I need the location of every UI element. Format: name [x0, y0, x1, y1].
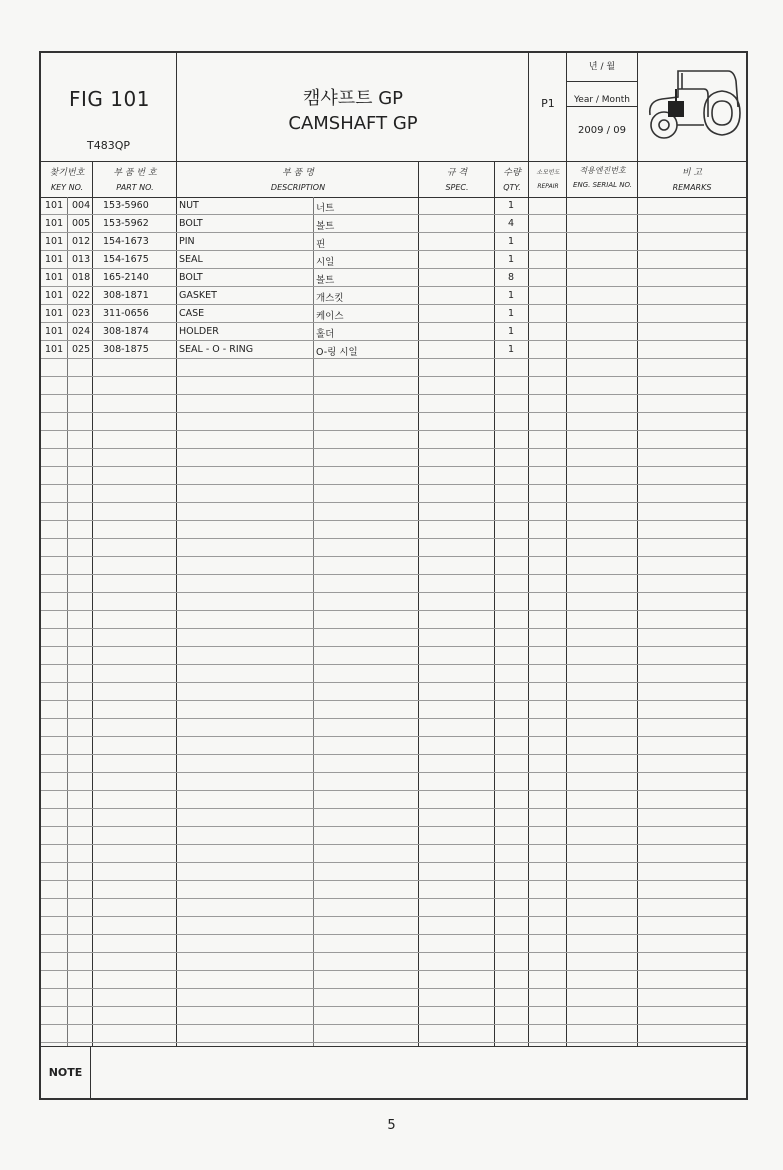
- table-row: [41, 395, 746, 413]
- table-row: [41, 377, 746, 395]
- table-row: [41, 359, 746, 377]
- key-number-item: 022: [72, 290, 91, 301]
- table-row: [41, 719, 746, 737]
- table-row: [41, 881, 746, 899]
- table-row: [41, 755, 746, 773]
- tractor-icon: [642, 67, 742, 147]
- table-row: [41, 305, 746, 323]
- description-english: SEAL - O - RING: [179, 344, 254, 355]
- quantity: 1: [508, 326, 515, 337]
- key-number-group: 101: [45, 344, 64, 355]
- table-row: [41, 197, 746, 215]
- col-spec: 규 격 SPEC.: [445, 168, 469, 192]
- table-row: [41, 827, 746, 845]
- table-row: [41, 737, 746, 755]
- key-number-item: 023: [72, 308, 91, 319]
- quantity: 8: [508, 272, 515, 283]
- table-row: [41, 557, 746, 575]
- description-english: GASKET: [179, 290, 217, 301]
- table-row: [41, 1025, 746, 1043]
- quantity: 1: [508, 200, 515, 211]
- image-cell: [638, 53, 746, 161]
- description-korean: 핀: [316, 239, 326, 250]
- table-row: [41, 251, 746, 269]
- description-english: BOLT: [179, 218, 203, 229]
- page-label: P1: [541, 97, 555, 110]
- figure-number: FIG 101: [69, 87, 150, 111]
- date-cell: [567, 53, 638, 161]
- key-number-item: 005: [72, 218, 91, 229]
- key-number-item: 004: [72, 200, 91, 211]
- quantity: 1: [508, 254, 515, 265]
- col-eng-serial: 적용엔진번호 ENG. SERIAL NO.: [573, 166, 632, 189]
- table-row: [41, 809, 746, 827]
- description-english: HOLDER: [179, 326, 219, 337]
- table-row: [41, 287, 746, 305]
- quantity: 1: [508, 290, 515, 301]
- table-row: [41, 593, 746, 611]
- date-label-korean: 년 / 월: [588, 62, 616, 72]
- note-area: [41, 1046, 746, 1099]
- table-row: [41, 953, 746, 971]
- part-number: 153-5962: [103, 218, 149, 229]
- table-row: [41, 683, 746, 701]
- key-number-group: 101: [45, 272, 64, 283]
- table-row: [41, 791, 746, 809]
- table-row: [41, 647, 746, 665]
- key-number-group: 101: [45, 290, 64, 301]
- description-english: SEAL: [179, 254, 203, 265]
- description-korean: 볼트: [316, 221, 335, 232]
- key-number-group: 101: [45, 326, 64, 337]
- page-number: 5: [387, 1118, 396, 1133]
- table-row: [41, 629, 746, 647]
- table-row: [41, 935, 746, 953]
- key-number-item: 024: [72, 326, 91, 337]
- key-number-group: 101: [45, 218, 64, 229]
- date-label-english: Year / Month: [567, 81, 637, 107]
- part-number: 154-1675: [103, 254, 149, 265]
- table-row: [41, 989, 746, 1007]
- table-row: [41, 233, 746, 251]
- table-row: [41, 1007, 746, 1025]
- table-row: [41, 611, 746, 629]
- table-row: [41, 503, 746, 521]
- table-row: [41, 413, 746, 431]
- description-korean: 개스킷: [316, 293, 344, 304]
- col-remarks: 비 고 REMARKS: [672, 168, 712, 192]
- table-row: [41, 431, 746, 449]
- col-description: 부 품 명 DESCRIPTION: [270, 168, 326, 192]
- table-row: [41, 773, 746, 791]
- table-row: [41, 449, 746, 467]
- part-number: 308-1874: [103, 326, 149, 337]
- sheet-header: [41, 53, 746, 162]
- table-row: [41, 899, 746, 917]
- col-repair: 소모빈도 REPAIR: [536, 169, 560, 190]
- key-number-group: 101: [45, 200, 64, 211]
- table-row: [41, 521, 746, 539]
- table-row: [41, 467, 746, 485]
- date-value: 2009 / 09: [578, 125, 626, 136]
- table-row: [41, 971, 746, 989]
- part-number: 154-1673: [103, 236, 149, 247]
- page-cell: [529, 53, 567, 161]
- title-korean: 캠샤프트 GP: [302, 88, 404, 109]
- quantity: 4: [508, 218, 515, 229]
- table-row: [41, 341, 746, 359]
- description-english: NUT: [179, 200, 199, 211]
- table-row: [41, 269, 746, 287]
- parts-table: [41, 197, 746, 1043]
- key-number-group: 101: [45, 254, 64, 265]
- description-english: PIN: [179, 236, 195, 247]
- key-number-item: 012: [72, 236, 91, 247]
- description-korean: 볼트: [316, 275, 335, 286]
- description-english: BOLT: [179, 272, 203, 283]
- quantity: 1: [508, 344, 515, 355]
- part-number: 153-5960: [103, 200, 149, 211]
- key-number-item: 025: [72, 344, 91, 355]
- description-korean: 홀더: [316, 329, 335, 340]
- model-code: T483QP: [87, 139, 131, 152]
- col-qty: 수량 QTY.: [503, 168, 521, 192]
- title-cell: [177, 53, 529, 161]
- table-row: [41, 863, 746, 881]
- description-korean: 너트: [316, 203, 335, 214]
- key-number-group: 101: [45, 236, 64, 247]
- key-number-group: 101: [45, 308, 64, 319]
- note-label: NOTE: [41, 1047, 91, 1099]
- part-number: 165-2140: [103, 272, 149, 283]
- table-row: [41, 485, 746, 503]
- figure-cell: [41, 53, 177, 161]
- table-row: [41, 539, 746, 557]
- description-korean: 시일: [316, 257, 335, 268]
- table-row: [41, 215, 746, 233]
- part-number: 308-1871: [103, 290, 149, 301]
- part-number: 308-1875: [103, 344, 149, 355]
- part-number: 311-0656: [103, 308, 149, 319]
- table-row: [41, 665, 746, 683]
- table-row: [41, 701, 746, 719]
- description-english: CASE: [179, 308, 205, 319]
- table-row: [41, 575, 746, 593]
- quantity: 1: [508, 236, 515, 247]
- table-row: [41, 917, 746, 935]
- column-header: [41, 161, 746, 198]
- col-key-no: 찾기번호 KEY NO.: [49, 168, 85, 192]
- description-korean: O-링 시일: [316, 347, 358, 358]
- table-row: [41, 323, 746, 341]
- key-number-item: 018: [72, 272, 91, 283]
- quantity: 1: [508, 308, 515, 319]
- col-part-no: 부 품 번 호 PART NO.: [113, 168, 157, 192]
- description-korean: 케이스: [316, 311, 344, 322]
- parts-list-sheet: [39, 51, 748, 1100]
- key-number-item: 013: [72, 254, 91, 265]
- title-english: CAMSHAFT GP: [288, 113, 418, 134]
- table-row: [41, 845, 746, 863]
